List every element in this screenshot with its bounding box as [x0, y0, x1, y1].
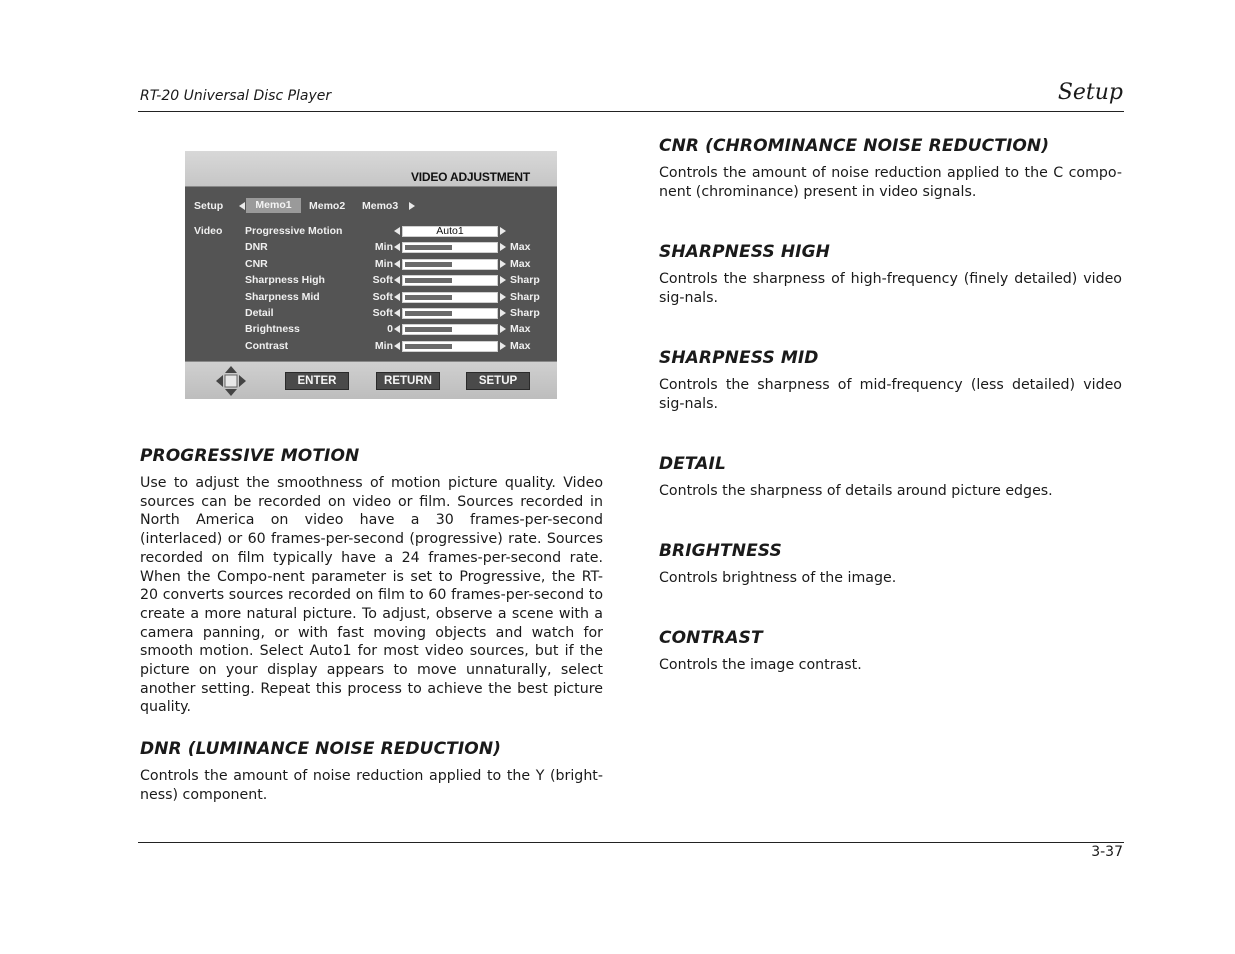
dpad-icon[interactable] [215, 365, 247, 397]
text-detail: Controls the sharpness of details around picture edges. [659, 483, 1053, 499]
osd-row-max-cnr: Max [510, 257, 531, 270]
section-title: Setup [1057, 80, 1123, 105]
osd-row-decrease-arrow-icon[interactable] [394, 276, 400, 284]
osd-row-decrease-arrow-icon[interactable] [394, 325, 400, 333]
osd-row-label-brightness[interactable]: Brightness [245, 323, 300, 336]
osd-row-increase-arrow-icon[interactable] [500, 342, 506, 350]
osd-row-increase-arrow-icon[interactable] [500, 325, 506, 333]
osd-menu-setup[interactable]: Setup [194, 200, 224, 212]
section-dnr [140, 739, 603, 804]
osd-row-decrease-arrow-icon[interactable] [394, 260, 400, 268]
left-column-lower [140, 739, 603, 804]
osd-row-slider-progressive-motion[interactable] [402, 226, 498, 237]
section-sharpness-mid [659, 348, 1122, 413]
osd-row-slider-fill [405, 262, 452, 267]
osd-row-label-contrast[interactable]: Contrast [245, 339, 289, 352]
heading-cnr: CNR (CHROMINANCE NOISE REDUCTION) [659, 136, 1050, 156]
left-column [140, 446, 603, 717]
osd-setup-button[interactable]: SETUP [466, 372, 530, 390]
osd-row-min-dnr: Min [374, 241, 393, 254]
osd-row-slider-sharpness-high[interactable] [402, 275, 498, 286]
osd-enter-button[interactable]: ENTER [285, 372, 349, 390]
text-dnr: Controls the amount of noise reduction applied to the Y (bright-ness) component. [140, 768, 603, 803]
osd-row-min-brightness: 0 [387, 323, 393, 336]
section-contrast [659, 628, 1122, 675]
footer-rule [138, 842, 1124, 843]
osd-return-button[interactable]: RETURN [376, 372, 440, 390]
osd-row-increase-arrow-icon[interactable] [500, 276, 506, 284]
text-brightness: Controls brightness of the image. [659, 570, 897, 586]
osd-row-slider-sharpness-mid[interactable] [402, 292, 498, 303]
page-number: 3-37 [1091, 844, 1123, 860]
osd-row-slider-fill [405, 311, 452, 316]
osd-row-slider-cnr[interactable] [402, 259, 498, 270]
heading-progressive-motion: PROGRESSIVE MOTION [140, 446, 360, 466]
text-contrast: Controls the image contrast. [659, 657, 862, 673]
osd-row-increase-arrow-icon[interactable] [500, 293, 506, 301]
heading-sharpness-mid: SHARPNESS MID [659, 348, 819, 368]
osd-row-slider-fill [405, 245, 452, 250]
osd-row-slider-brightness[interactable] [402, 324, 498, 335]
heading-detail: DETAIL [659, 454, 726, 474]
osd-row-slider-dnr[interactable] [402, 242, 498, 253]
section-detail [659, 454, 1122, 501]
osd-row-label-sharpness-high[interactable]: Sharpness High [245, 274, 325, 287]
osd-row-slider-fill [405, 327, 452, 332]
osd-row-slider-contrast[interactable] [402, 341, 498, 352]
osd-row-slider-detail[interactable] [402, 308, 498, 319]
header-rule [138, 111, 1124, 112]
osd-memo1-selected[interactable]: Memo1 [246, 198, 301, 213]
osd-row-increase-arrow-icon[interactable] [500, 227, 506, 235]
osd-memo2[interactable]: Memo2 [309, 200, 346, 212]
osd-row-slider-fill [405, 344, 452, 349]
osd-row-label-sharpness-mid[interactable]: Sharpness Mid [245, 290, 320, 303]
osd-row-label-detail[interactable]: Detail [245, 307, 274, 319]
section-cnr [659, 136, 1122, 201]
text-progressive-motion: Use to adjust the smoothness of motion picture quality. Video sources can be recorded on video or film. Sources recorded in North America on video have a 30 frames-per-second (interlaced) or 60 frames-per-second (progressive) rate. Sources recorded on film typically have a 24 frames-per-second rate. When the Compo-nent parameter is set to Progressive, the RT-20 converts sources recorded on film to 60 frames-per-second to create a more natural picture. To adjust, observe a scene with a camera panning, or with fast moving objects and watch for smooth motion. Select Auto1 for most video sources, but if the picture on your display appears to move unnaturally, select another setting. Repeat this process to achieve the best picture quality. [140, 475, 603, 716]
osd-row-increase-arrow-icon[interactable] [500, 243, 506, 251]
heading-contrast: CONTRAST [659, 628, 763, 648]
osd-row-max-sharpness-mid: Sharp [510, 290, 540, 303]
osd-row-increase-arrow-icon[interactable] [500, 260, 506, 268]
osd-row-slider-fill [405, 278, 452, 283]
osd-header [185, 151, 557, 187]
osd-row-min-cnr: Min [374, 257, 393, 270]
heading-dnr: DNR (LUMINANCE NOISE REDUCTION) [140, 739, 502, 759]
osd-row-label-progressive-motion[interactable]: Progressive Motion [245, 225, 343, 237]
osd-row-max-sharpness-high: Sharp [510, 274, 540, 287]
osd-memo-right-arrow-icon[interactable] [409, 202, 415, 210]
section-brightness [659, 541, 1122, 588]
osd-row-decrease-arrow-icon[interactable] [394, 309, 400, 317]
section-sharpness-high [659, 242, 1122, 307]
osd-row-decrease-arrow-icon[interactable] [394, 342, 400, 350]
osd-row-decrease-arrow-icon[interactable] [394, 227, 400, 235]
osd-row-value-progressive-motion: Auto1 [436, 225, 464, 237]
video-adjustment-screen [185, 151, 557, 399]
osd-row-decrease-arrow-icon[interactable] [394, 293, 400, 301]
text-sharpness-high: Controls the sharpness of high-frequency (finely detailed) video sig-nals. [659, 271, 1122, 306]
section-progressive-motion [140, 446, 603, 717]
osd-memo3[interactable]: Memo3 [362, 200, 399, 212]
osd-row-max-contrast: Max [510, 339, 531, 352]
running-head: RT-20 Universal Disc Player [140, 88, 332, 104]
osd-row-min-sharpness-high: Soft [372, 274, 393, 287]
osd-row-label-cnr[interactable]: CNR [245, 257, 268, 270]
osd-memo-left-arrow-icon[interactable] [239, 202, 245, 210]
osd-row-max-dnr: Max [510, 241, 531, 254]
osd-row-min-sharpness-mid: Soft [372, 290, 393, 303]
osd-row-max-brightness: Max [510, 323, 531, 336]
heading-sharpness-high: SHARPNESS HIGH [659, 242, 830, 262]
osd-title: VIDEO ADJUSTMENT [410, 170, 530, 184]
text-sharpness-mid: Controls the sharpness of mid-frequency (less detailed) video sig-nals. [659, 377, 1122, 412]
osd-menu-video[interactable]: Video [194, 225, 223, 237]
osd-row-slider-fill [405, 295, 452, 300]
osd-footer [185, 361, 557, 399]
osd-row-label-dnr[interactable]: DNR [245, 241, 268, 254]
osd-row-min-contrast: Min [374, 339, 393, 352]
text-cnr: Controls the amount of noise reduction applied to the C compo-nent (chrominance) present in video signals. [659, 165, 1122, 200]
osd-row-decrease-arrow-icon[interactable] [394, 243, 400, 251]
heading-brightness: BRIGHTNESS [659, 541, 782, 561]
osd-row-max-detail: Sharp [510, 307, 540, 319]
osd-row-min-detail: Soft [372, 307, 393, 319]
osd-row-increase-arrow-icon[interactable] [500, 309, 506, 317]
